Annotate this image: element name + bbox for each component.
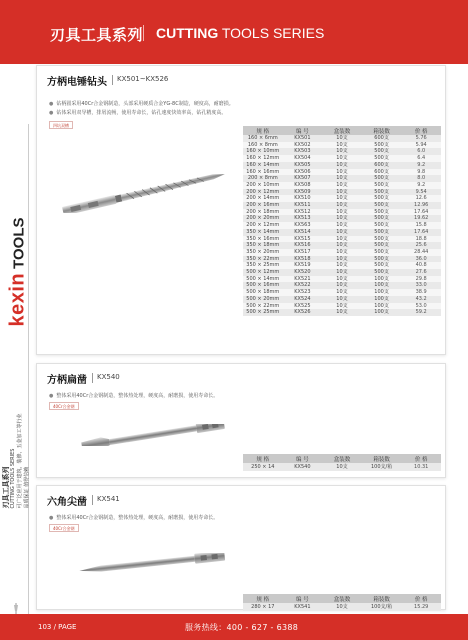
table-row: [243, 162, 441, 169]
cell-case-qty: 500支: [362, 182, 402, 189]
service-hotline: 服务热线：400 - 627 - 6388: [185, 623, 299, 632]
column-header: 规 格: [243, 454, 283, 463]
cell-box-qty: 10支: [322, 296, 362, 303]
left-sidebar: [0, 64, 40, 640]
table-row: [243, 242, 441, 249]
table-row: [243, 209, 441, 216]
cell-case-qty: 100支: [362, 276, 402, 283]
cell-case-qty: 100支: [362, 309, 402, 316]
cell-price: 17.64: [401, 229, 441, 236]
cell-case-qty: 500支: [362, 215, 402, 222]
cell-case-qty: 100支/箱: [362, 603, 402, 611]
cell-price: 12.6: [401, 195, 441, 202]
cell-case-qty: 500支: [362, 236, 402, 243]
cell-case-qty: 500支: [362, 209, 402, 216]
column-header: 价 格: [401, 126, 441, 135]
section-title-divider: [92, 373, 93, 383]
sidebar-line-2: CUTTING TOOLS SERIES: [10, 448, 16, 509]
cell-box-qty: 10支: [322, 189, 362, 196]
table-row: [243, 289, 441, 296]
column-header: 箱装数: [362, 594, 402, 603]
flat-chisel-image: [79, 424, 229, 446]
page-header: [0, 0, 468, 64]
feature-bullet: ● 整体采用40Cr合金钢制造，整体热处理，硬度高，耐磨损，使用寿命长。: [49, 515, 219, 521]
cell-box-qty: 10支: [322, 249, 362, 256]
cell-spec: 350 × 22mm: [243, 256, 283, 263]
cell-box-qty: 10支: [322, 276, 362, 283]
cell-case-qty: 100支: [362, 289, 402, 296]
cell-spec: 280 × 17: [243, 603, 283, 611]
table-row: [243, 182, 441, 189]
cell-spec: 500 × 14mm: [243, 276, 283, 283]
cell-case-qty: 500支: [362, 229, 402, 236]
table-row: [243, 135, 441, 142]
brand-main: kexin: [6, 272, 29, 327]
cell-spec: 500 × 16mm: [243, 282, 283, 289]
page-number: 103 / PAGE: [38, 623, 77, 631]
cell-box-qty: 10支: [322, 229, 362, 236]
cell-spec: 200 × 8mm: [243, 175, 283, 182]
cell-code: KX509: [283, 189, 323, 196]
cell-case-qty: 500支: [362, 148, 402, 155]
cell-code: KX526: [283, 309, 323, 316]
cell-spec: 350 × 14mm: [243, 229, 283, 236]
cell-case-qty: 500支: [362, 189, 402, 196]
product-card-flat-chisel: [36, 363, 446, 478]
sidebar-caption: [2, 376, 32, 546]
point-chisel-image: [79, 553, 229, 573]
table-row: [243, 222, 441, 229]
cell-code: KX513: [283, 215, 323, 222]
cell-code: KX511: [283, 202, 323, 209]
cell-spec: 500 × 25mm: [243, 309, 283, 316]
cell-code: KX504: [283, 155, 323, 162]
table-row: [243, 189, 441, 196]
spec-table-point-chisel: [243, 594, 441, 611]
cell-case-qty: 500支: [362, 155, 402, 162]
cell-code: KX540: [283, 463, 323, 471]
table-row: [243, 276, 441, 283]
table-row: [243, 296, 441, 303]
cell-price: 15.8: [401, 222, 441, 229]
product-card-point-chisel: [36, 485, 446, 610]
cell-code: KX518: [283, 256, 323, 263]
cell-price: 29.8: [401, 276, 441, 283]
section-code: KX501~KX526: [117, 75, 169, 83]
table-row: [243, 195, 441, 202]
cell-code: KX523: [283, 289, 323, 296]
header-title-en: [156, 25, 324, 41]
cell-code: KX503: [283, 148, 323, 155]
section-code: KX540: [97, 373, 120, 381]
cell-code: KX506: [283, 169, 323, 176]
cell-spec: 160 × 10mm: [243, 148, 283, 155]
cell-spec: 200 × 10mm: [243, 182, 283, 189]
cell-box-qty: 10支: [322, 262, 362, 269]
cell-box-qty: 10支: [322, 175, 362, 182]
table-row: [243, 282, 441, 289]
cell-box-qty: 10支: [322, 182, 362, 189]
cell-price: 43.2: [401, 296, 441, 303]
cell-case-qty: 500支: [362, 262, 402, 269]
material-tag: 40Cr合金钢: [49, 402, 79, 410]
cell-price: 12.96: [401, 202, 441, 209]
material-tag: 四坑双槽: [49, 121, 73, 129]
sidebar-line-1: 刃具工具系列: [2, 466, 10, 509]
column-header: 盒装数: [322, 126, 362, 135]
page-footer: [0, 614, 468, 640]
cell-box-qty: 10支: [322, 202, 362, 209]
header-title-en-rest: TOOLS SERIES: [218, 25, 325, 41]
cell-box-qty: 10支: [322, 169, 362, 176]
cell-spec: 250 × 14: [243, 463, 283, 471]
cell-code: KX508: [283, 182, 323, 189]
column-header: 箱装数: [362, 126, 402, 135]
table-header-row: [243, 454, 441, 463]
cell-code: KX501: [283, 135, 323, 142]
cell-price: 9.2: [401, 182, 441, 189]
cell-spec: 200 × 16mm: [243, 202, 283, 209]
cell-code: KX515: [283, 236, 323, 243]
brand-sub: TOOLS: [10, 217, 28, 269]
cell-box-qty: 10支: [322, 162, 362, 169]
table-row: [243, 229, 441, 236]
cell-spec: 160 × 12mm: [243, 155, 283, 162]
cell-code: KX502: [283, 142, 323, 149]
section-title-divider: [92, 495, 93, 505]
cell-spec: 160 × 8mm: [243, 142, 283, 149]
cell-code: KX521: [283, 276, 323, 283]
cell-case-qty: 500支: [362, 249, 402, 256]
cell-code: KX519: [283, 262, 323, 269]
cell-price: 28.44: [401, 249, 441, 256]
cell-case-qty: 600支: [362, 162, 402, 169]
table-row: [243, 309, 441, 316]
cell-price: 6.4: [401, 155, 441, 162]
cell-case-qty: 600支: [362, 169, 402, 176]
table-row: [243, 236, 441, 243]
cell-spec: 200 × 14mm: [243, 195, 283, 202]
section-title: 方柄电锤钻头: [47, 77, 107, 88]
cell-price: 53.0: [401, 303, 441, 310]
cell-case-qty: 500支: [362, 195, 402, 202]
cell-spec: 200 × 12mm: [243, 222, 283, 229]
cell-case-qty: 500支: [362, 222, 402, 229]
cell-case-qty: 500支: [362, 175, 402, 182]
cell-box-qty: 10支: [322, 209, 362, 216]
cell-price: 19.62: [401, 215, 441, 222]
cell-code: KX505: [283, 162, 323, 169]
header-divider: [143, 25, 144, 41]
table-header-row: [243, 594, 441, 603]
cell-code: KX524: [283, 296, 323, 303]
feature-bullet: ● 钻柄圆采用40Cr合金钢制造，头部采用硬质合金YG-8C制造，硬度高，耐磨损。: [49, 101, 234, 107]
cell-price: 9.54: [401, 189, 441, 196]
cell-code: KX520: [283, 269, 323, 276]
cell-code: KX514: [283, 229, 323, 236]
cell-case-qty: 500支: [362, 269, 402, 276]
cell-code: KX510: [283, 195, 323, 202]
cell-code: KX516: [283, 242, 323, 249]
cell-spec: 500 × 18mm: [243, 289, 283, 296]
cell-spec: 350 × 25mm: [243, 262, 283, 269]
cell-spec: 200 × 18mm: [243, 209, 283, 216]
cell-price: 15.29: [401, 603, 441, 611]
cell-box-qty: 10支: [322, 135, 362, 142]
table-row: [243, 256, 441, 263]
cell-price: 33.0: [401, 282, 441, 289]
cell-spec: 350 × 16mm: [243, 236, 283, 243]
column-header: 规 格: [243, 126, 283, 135]
cell-case-qty: 100支: [362, 296, 402, 303]
cell-box-qty: 10支: [322, 269, 362, 276]
cell-box-qty: 10支: [322, 282, 362, 289]
cell-spec: 200 × 12mm: [243, 189, 283, 196]
cell-code: KX541: [283, 603, 323, 611]
column-header: 编 号: [283, 594, 323, 603]
column-header: 价 格: [401, 454, 441, 463]
cell-price: 25.6: [401, 242, 441, 249]
cell-box-qty: 10支: [322, 236, 362, 243]
cell-price: 5.76: [401, 135, 441, 142]
cell-spec: 200 × 20mm: [243, 215, 283, 222]
cell-box-qty: 10支: [322, 303, 362, 310]
cell-price: 36.0: [401, 256, 441, 263]
table-row: [243, 269, 441, 276]
cell-case-qty: 500支: [362, 142, 402, 149]
cell-spec: 500 × 22mm: [243, 303, 283, 310]
cell-case-qty: 100支: [362, 303, 402, 310]
column-header: 编 号: [283, 126, 323, 135]
table-row: [243, 169, 441, 176]
cell-box-qty: 10支: [322, 242, 362, 249]
table-row: [243, 463, 441, 471]
table-row: [243, 142, 441, 149]
cell-case-qty: 100支: [362, 282, 402, 289]
section-title: 六角尖凿: [47, 497, 87, 508]
cell-box-qty: 10支: [322, 148, 362, 155]
cell-box-qty: 10支: [322, 142, 362, 149]
table-row: [243, 175, 441, 182]
cell-box-qty: 10支: [322, 195, 362, 202]
cell-spec: 350 × 18mm: [243, 242, 283, 249]
table-row: [243, 155, 441, 162]
cell-box-qty: 10支: [322, 603, 362, 611]
cell-case-qty: 500支: [362, 202, 402, 209]
section-title: 方柄扁凿: [47, 375, 87, 386]
cell-box-qty: 10支: [322, 222, 362, 229]
cell-price: 18.8: [401, 236, 441, 243]
cell-case-qty: 600支: [362, 135, 402, 142]
table-row: [243, 262, 441, 269]
feature-bullet: ● 整体采用40Cr合金钢制造，整体热处理，硬度高，耐磨损，使用寿命长。: [49, 393, 219, 399]
table-row: [243, 603, 441, 611]
cell-box-qty: 10支: [322, 463, 362, 471]
column-header: 规 格: [243, 594, 283, 603]
cell-spec: 160 × 14mm: [243, 162, 283, 169]
cell-price: 5.94: [401, 142, 441, 149]
cell-code: KX522: [283, 282, 323, 289]
cell-case-qty: 100支/箱: [362, 463, 402, 471]
column-header: 编 号: [283, 454, 323, 463]
table-row: [243, 303, 441, 310]
cell-spec: 350 × 20mm: [243, 249, 283, 256]
cell-box-qty: 10支: [322, 309, 362, 316]
column-header: 盒装数: [322, 594, 362, 603]
cell-code: KX563: [283, 222, 323, 229]
column-header: 箱装数: [362, 454, 402, 463]
sidebar-caption-text: [3, 413, 31, 508]
cell-price: 27.6: [401, 269, 441, 276]
section-title-divider: [112, 75, 113, 85]
section-code: KX541: [97, 495, 120, 503]
sidebar-line-4: 品质保证 值得信赖: [24, 466, 30, 509]
spec-table-hammer-drill: [243, 126, 441, 316]
cell-spec: 500 × 20mm: [243, 296, 283, 303]
product-card-hammer-drill: [36, 65, 446, 355]
cell-price: 17.64: [401, 209, 441, 216]
cell-price: 38.9: [401, 289, 441, 296]
cell-price: 40.8: [401, 262, 441, 269]
cell-spec: 160 × 6mm: [243, 135, 283, 142]
cell-code: KX507: [283, 175, 323, 182]
cell-box-qty: 10支: [322, 289, 362, 296]
brand-text: [7, 217, 30, 326]
cell-box-qty: 10支: [322, 256, 362, 263]
table-row: [243, 148, 441, 155]
cell-price: 10.31: [401, 463, 441, 471]
cell-code: KX525: [283, 303, 323, 310]
column-header: 价 格: [401, 594, 441, 603]
table-row: [243, 249, 441, 256]
cell-case-qty: 500支: [362, 242, 402, 249]
cell-price: 9.8: [401, 169, 441, 176]
feature-bullet: ● 钻体采用双导槽，排屑流畅，使用寿命长，钻孔速度快效率高，钻孔精度高。: [49, 110, 227, 116]
header-title-en-bold: CUTTING: [156, 25, 219, 41]
material-tag: 40Cr合金钢: [49, 524, 79, 532]
cell-code: KX517: [283, 249, 323, 256]
cell-box-qty: 10支: [322, 155, 362, 162]
header-title-cn: 刃具工具系列: [50, 26, 144, 44]
cell-code: KX512: [283, 209, 323, 216]
cell-case-qty: 500支: [362, 256, 402, 263]
cell-box-qty: 10支: [322, 215, 362, 222]
cell-price: 59.2: [401, 309, 441, 316]
drill-bit-image: [55, 173, 235, 213]
cell-price: 9.2: [401, 162, 441, 169]
column-header: 盒装数: [322, 454, 362, 463]
table-row: [243, 215, 441, 222]
cell-spec: 500 × 12mm: [243, 269, 283, 276]
table-header-row: [243, 126, 441, 135]
sidebar-line-3: 可广泛应用于建筑、装修、五金加工等行业: [17, 413, 23, 509]
cell-spec: 160 × 16mm: [243, 169, 283, 176]
cell-price: 8.0: [401, 175, 441, 182]
table-row: [243, 202, 441, 209]
cell-price: 6.0: [401, 148, 441, 155]
brand-logo: [8, 182, 28, 362]
spec-table-flat-chisel: [243, 454, 441, 471]
